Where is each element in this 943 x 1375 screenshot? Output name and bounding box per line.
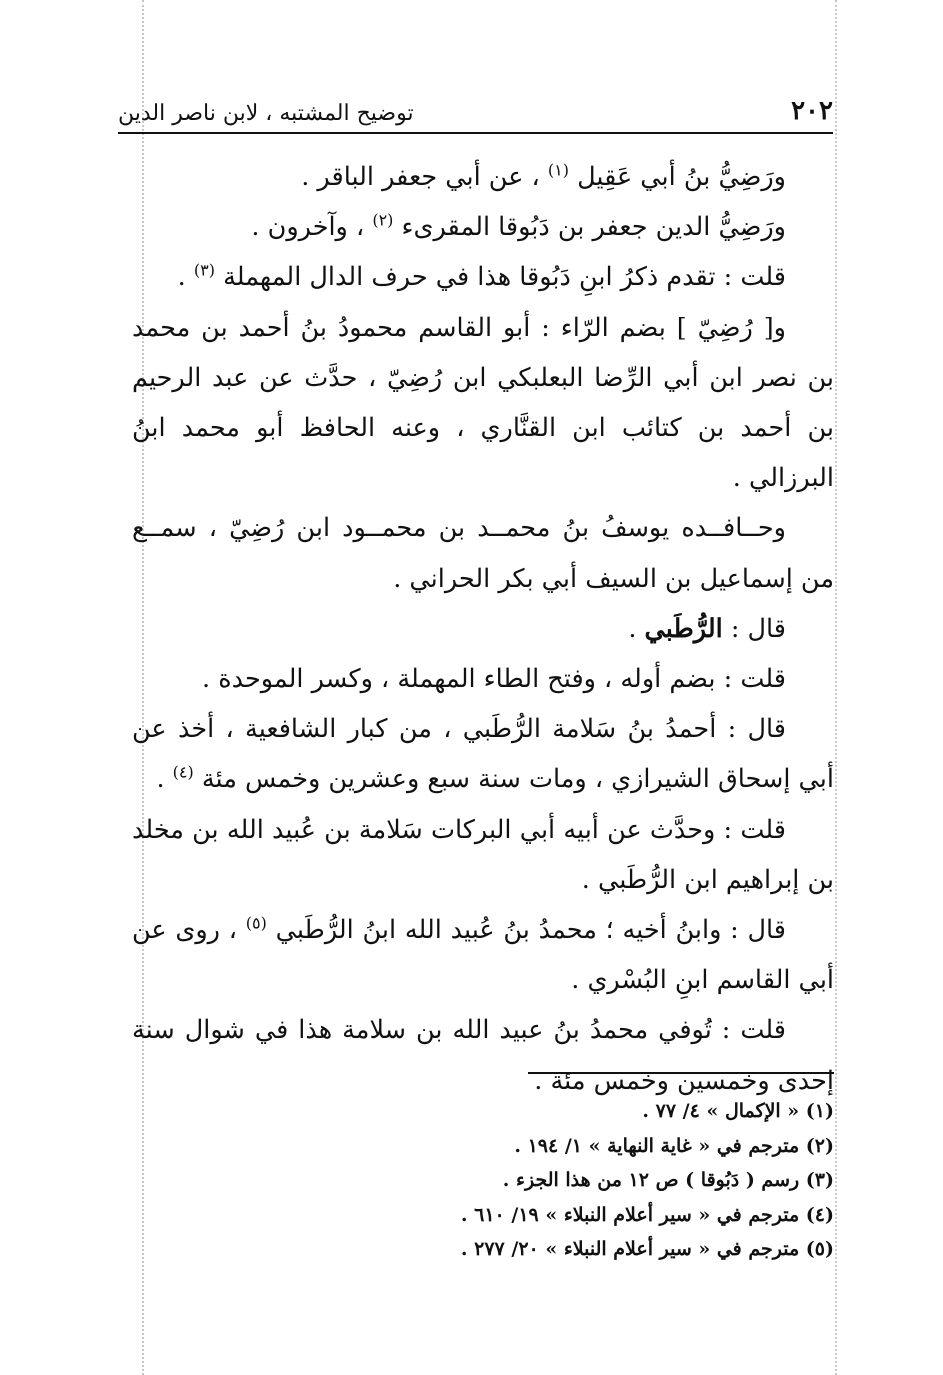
text-segment: قلت : تقدم ذكرُ ابنِ دَبُوقا هذا في حرف الدال المهملة bbox=[223, 262, 786, 293]
footnote: (٥) مترجم في « سير أعلام النبلاء » ٢٠/ ٢٧٧ . bbox=[460, 1238, 834, 1260]
paragraph: قلت : تُوفي محمدُ بنُ عبيد الله بن سلامة هذا في شوال سنة إحدى وخمسين وخمس مئة . bbox=[132, 1015, 834, 1096]
footnote-ref[interactable]: (٣) bbox=[193, 260, 215, 280]
page-number: ٢٠٢ bbox=[791, 96, 833, 126]
footnote-ref[interactable]: (٢) bbox=[372, 210, 394, 230]
text-segment: قال : bbox=[730, 613, 786, 644]
text-segment: ورَضِيُّ الدين جعفر بن دَبُوقا المقرىء bbox=[401, 212, 786, 243]
paragraph bbox=[132, 202, 834, 252]
text-segment: ، روى عن أبي القاسم ابنِ البُسْري . bbox=[132, 915, 834, 996]
paragraph bbox=[132, 604, 834, 654]
paragraph bbox=[132, 152, 834, 202]
footnote: (٤) مترجم في « سير أعلام النبلاء » ١٩/ ٦١٠ . bbox=[460, 1203, 834, 1226]
paragraph: وحــافــده يوسفُ بنُ محمــد بن محمــود ابن رُضِيّ ، سمــع من إسماعيل بن السيف أبي بكر الحراني . bbox=[132, 513, 834, 594]
main-text bbox=[132, 152, 834, 1106]
entry-heading: الرُّطَبي bbox=[644, 613, 723, 644]
text-segment: . bbox=[177, 262, 186, 293]
text-segment: ، وآخرون . bbox=[251, 212, 365, 243]
paragraph bbox=[132, 252, 834, 302]
paragraph: قلت : بضم أوله ، وفتح الطاء المهملة ، وكسر الموحدة . bbox=[202, 664, 786, 695]
footnote-ref[interactable]: (٤) bbox=[172, 762, 194, 782]
paragraph bbox=[132, 704, 834, 804]
text-segment: قال : وابنُ أخيه ؛ محمدُ بنُ عُبيد الله ابنُ الرُّطَبي bbox=[275, 915, 786, 946]
footnote-ref[interactable]: (٥) bbox=[245, 913, 267, 933]
paragraph: قلت : وحدَّث عن أبيه أبي البركات سَلامة بن عُبيد الله بن مخلد بن إبراهيم ابن الرُّطَبي . bbox=[132, 814, 834, 895]
text-segment: . bbox=[628, 613, 637, 644]
footnote: (١) « الإكمال » ٤/ ٧٧ . bbox=[642, 1100, 834, 1122]
paragraph bbox=[132, 905, 834, 1005]
paragraph: و[ رُضِيّ ] بضم الرّاء : أبو القاسم محمودُ بنُ أحمد بن محمد بن نصر ابن أبي الرِّضا البعلبكي ابن رُضِيّ ، حدَّث عن عبد الرحيم بن أحمد بن كتائب ابن القنَّاري ، وعنه الحافظ أبو محمد ابنُ البرزالي . bbox=[132, 312, 834, 494]
footnote: (٢) مترجم في « غاية النهاية » ١/ ١٩٤ . bbox=[514, 1134, 834, 1157]
footnotes bbox=[132, 1094, 834, 1267]
page-header bbox=[118, 84, 833, 134]
text-segment: ورَضِيُّ بنُ أبي عَقِيل bbox=[577, 162, 786, 192]
footnote-ref[interactable]: (١) bbox=[547, 160, 569, 180]
running-title: توضيح المشتبه ، لابن ناصر الدين bbox=[118, 101, 414, 126]
footnote-divider bbox=[528, 1072, 834, 1074]
text-segment: قال : أحمدُ بنُ سَلامة الرُّطَبي ، من كبار الشافعية ، أخذ عن أبي إسحاق الشيرازي ، ومات سنة سبع وعشرين وخمس مئة bbox=[132, 714, 834, 795]
text-segment: . bbox=[156, 764, 165, 795]
scan-dotted-line bbox=[835, 0, 837, 1375]
text-segment: ، عن أبي جعفر الباقر . bbox=[301, 162, 540, 192]
footnote: (٣) رسم ( دَبُوقا ) ص ١٢ من هذا الجزء . bbox=[502, 1169, 834, 1191]
